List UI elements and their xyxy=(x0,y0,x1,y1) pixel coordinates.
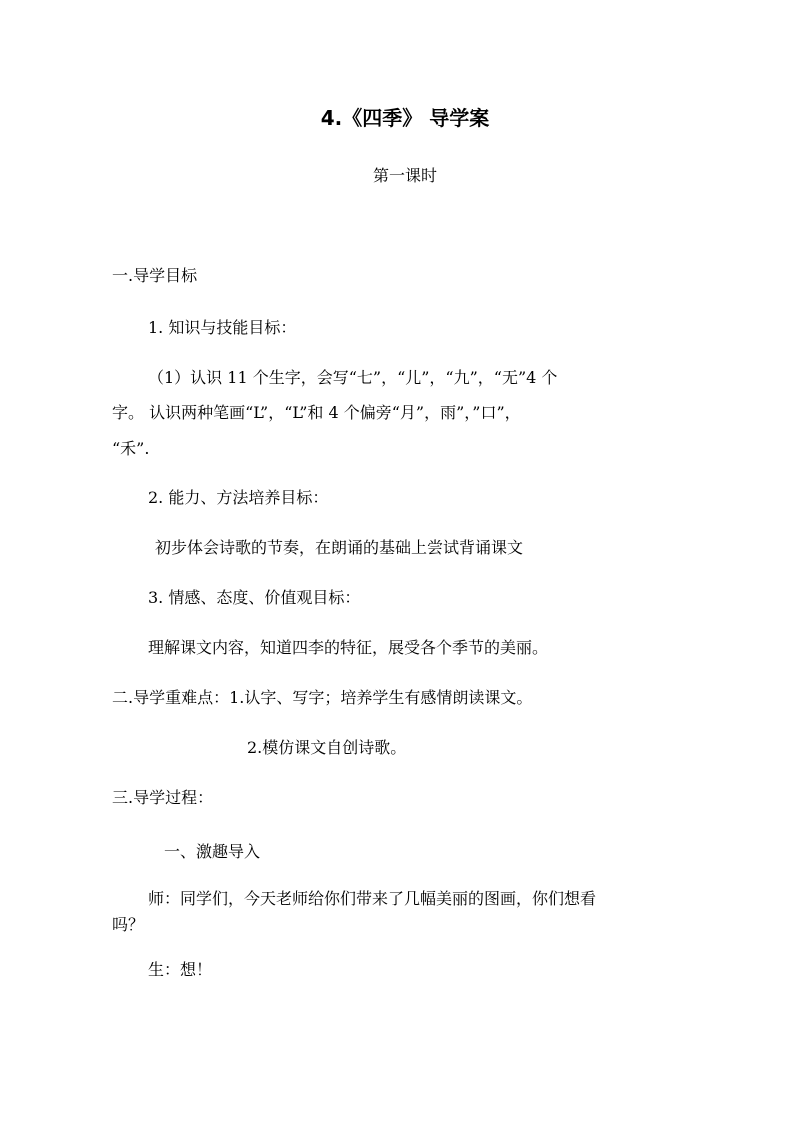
goal-1-text-line-2: 字。 认识两种笔画“L”，“L”和 4 个偏旁“月”，雨”，”口”， xyxy=(112,403,521,422)
teacher-dialogue-line-1: 师：同学们，今天老师给你们带来了几幅美丽的图画，你们想看 xyxy=(148,889,597,908)
goal-1-text-line-1: （1）认识 11 个生字，会写“七”，“儿”，“九”，“无”4 个 xyxy=(148,368,558,387)
goal-2-text: 初步体会诗歌的节奏，在朗诵的基础上尝试背诵课文 xyxy=(155,538,524,557)
key-point-2: 2.模仿课文自创诗歌。 xyxy=(247,738,407,757)
student-dialogue: 生：想！ xyxy=(148,960,213,979)
goal-2-heading: 2. 能力、方法培养目标： xyxy=(148,488,329,507)
section-heading-process: 三.导学过程： xyxy=(112,788,214,807)
teacher-dialogue-line-2: 吗？ xyxy=(112,915,145,934)
process-step-1-heading: 一、激趣导入 xyxy=(164,842,261,861)
goal-1-heading: 1. 知识与技能目标： xyxy=(148,318,297,337)
section-heading-goals: 一.导学目标 xyxy=(112,266,198,285)
document-subtitle: 第一课时 xyxy=(372,166,437,185)
document-title: 4.《四季》 导学案 xyxy=(320,106,490,130)
goal-3-text: 理解课文内容，知道四李的特征，展受各个季节的美丽。 xyxy=(148,638,549,657)
section-heading-key-points: 二.导学重难点：1.认字、写字；培养学生有感情朗读课文。 xyxy=(112,688,533,707)
goal-1-text-line-3: “禾”. xyxy=(112,439,150,458)
goal-3-heading: 3. 情感、态度、价值观目标： xyxy=(148,588,361,607)
